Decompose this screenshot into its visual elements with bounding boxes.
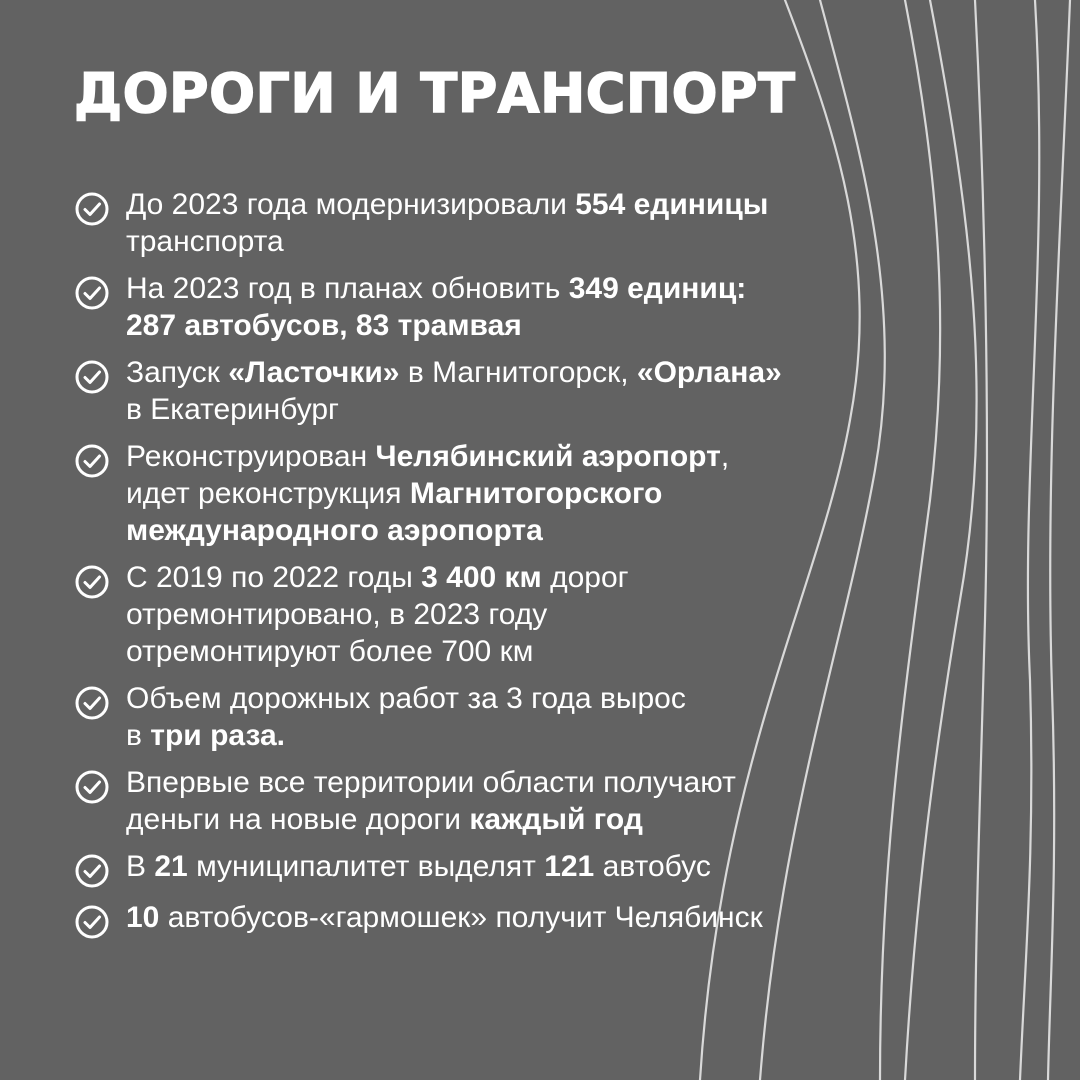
bold-text: 349 единиц:	[568, 272, 747, 305]
list-item-text	[126, 186, 974, 260]
check-circle-icon	[74, 275, 110, 311]
text-segment: отремонтировано, в 2023 году	[126, 598, 548, 631]
list-item-text	[126, 354, 974, 428]
list-item-text	[126, 899, 974, 936]
facts-list	[74, 186, 974, 940]
text-segment: отремонтируют более 700 км	[126, 635, 534, 668]
decorative-line	[1048, 0, 1070, 1080]
bold-text: 554 единицы	[575, 188, 769, 221]
text-segment: С 2019 по 2022 годы	[126, 561, 422, 594]
bold-text: «Орлана»	[636, 356, 782, 389]
bold-text: 121	[544, 850, 595, 883]
bold-text: 10	[126, 901, 160, 934]
check-circle-icon	[74, 443, 110, 479]
list-item-text	[126, 438, 974, 549]
text-segment: в	[126, 719, 151, 752]
list-item-text	[126, 270, 974, 344]
list-item	[74, 559, 974, 670]
text-segment: Впервые все территории области получают	[126, 766, 736, 799]
list-item	[74, 186, 974, 260]
list-item	[74, 270, 974, 344]
text-segment: транспорта	[126, 225, 284, 258]
text-segment: дорог	[541, 561, 629, 594]
bold-text: 3 400 км	[421, 561, 542, 594]
list-item	[74, 764, 974, 838]
decorative-line	[1020, 0, 1039, 1080]
list-item	[74, 354, 974, 428]
check-circle-icon	[74, 904, 110, 940]
bold-text: международного аэропорта	[126, 514, 543, 547]
list-item	[74, 899, 974, 940]
text-segment: На 2023 год в планах обновить	[126, 272, 569, 305]
bold-text: Челябинский аэропорт	[375, 440, 721, 473]
check-circle-icon	[74, 359, 110, 395]
text-segment: в Екатеринбург	[126, 393, 340, 426]
check-circle-icon	[74, 564, 110, 600]
check-circle-icon	[74, 191, 110, 227]
bold-text: 287 автобусов, 83 трамвая	[126, 309, 522, 342]
text-segment: Объем дорожных работ за 3 года вырос	[126, 682, 686, 715]
check-circle-icon	[74, 685, 110, 721]
text-segment: муниципалитет выделят	[187, 850, 545, 883]
check-circle-icon	[74, 769, 110, 805]
text-segment: До 2023 года модернизировали	[126, 188, 576, 221]
text-segment: автобусов-«гармошек» получит Челябинск	[159, 901, 763, 934]
list-item-text	[126, 680, 974, 754]
text-segment: в Магнитогорск,	[399, 356, 637, 389]
page-title: ДОРОГИ И ТРАНСПОРТ	[74, 62, 796, 125]
bold-text: Магнитогорского	[409, 477, 663, 510]
list-item	[74, 848, 974, 889]
check-circle-icon	[74, 853, 110, 889]
bold-text: «Ласточки»	[228, 356, 400, 389]
text-segment: В	[126, 850, 155, 883]
list-item-text	[126, 764, 974, 838]
decorative-line	[975, 0, 987, 1080]
text-segment: ,	[720, 440, 730, 473]
bold-text: каждый год	[469, 803, 643, 836]
text-segment: деньги на новые дороги	[126, 803, 470, 836]
list-item	[74, 680, 974, 754]
list-item-text	[126, 848, 974, 885]
text-segment: идет реконструкция	[126, 477, 410, 510]
list-item-text	[126, 559, 974, 670]
text-segment: автобус	[594, 850, 711, 883]
text-segment: Реконструирован	[126, 440, 376, 473]
list-item	[74, 438, 974, 549]
text-segment: Запуск	[126, 356, 229, 389]
bold-text: 21	[154, 850, 188, 883]
bold-text: три раза.	[150, 719, 285, 752]
